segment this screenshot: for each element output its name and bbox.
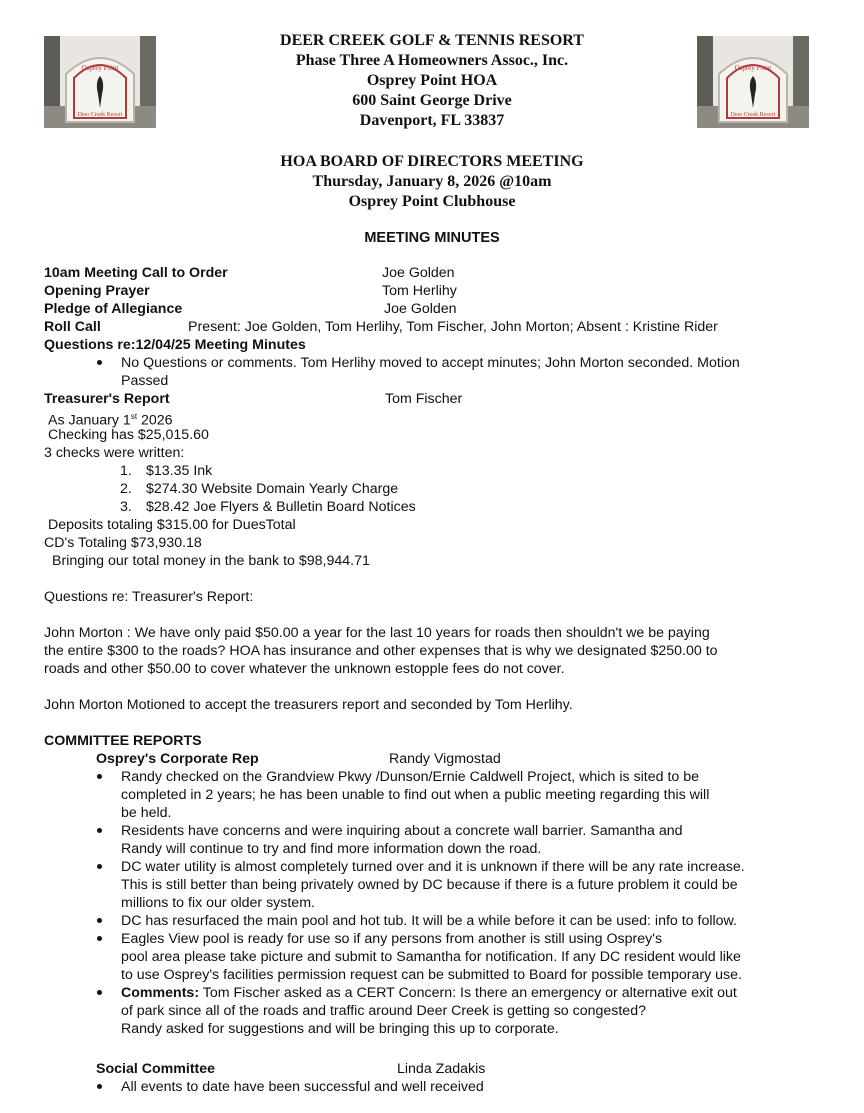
pledge-name: Joe Golden bbox=[384, 301, 457, 317]
social-committee-name: Linda Zadakis bbox=[397, 1061, 486, 1077]
bullet-dot-icon bbox=[97, 936, 102, 941]
bullet-dot-icon bbox=[97, 360, 102, 365]
logo-bottom-text: Deer Creek Resort bbox=[730, 112, 776, 118]
cert-comment-bullet: Comments: Tom Fischer asked as a CERT Concern: Is there an emergency or alternative exit out bbox=[121, 985, 737, 1001]
check-item-number: 2. bbox=[120, 481, 132, 497]
bullet-dot-icon bbox=[97, 828, 102, 833]
treasurer-questions-heading: Questions re: Treasurer's Report: bbox=[44, 589, 254, 605]
check-item-number: 3. bbox=[120, 499, 132, 515]
bullet-dot-icon bbox=[97, 918, 102, 923]
water-utility-bullet-cont: This is still better than being privately owned by DC because if there is a future problem it could be bbox=[121, 877, 738, 893]
checking-balance: Checking has $25,015.60 bbox=[48, 427, 209, 443]
opening-prayer-name: Tom Herlihy bbox=[382, 283, 457, 299]
questions-minutes-bullet: No Questions or comments. Tom Herlihy moved to accept minutes; John Morton seconded. Motion bbox=[121, 355, 740, 371]
deposits-line: Deposits totaling $315.00 for DuesTotal bbox=[48, 517, 296, 533]
association-name: Phase Three A Homeowners Assoc., Inc. bbox=[295, 52, 569, 69]
bullet-dot-icon bbox=[97, 1084, 102, 1089]
resort-name: DEER CREEK GOLF & TENNIS RESORT bbox=[280, 32, 584, 49]
treasurer-as-of: As January 1st 2026 bbox=[48, 412, 173, 429]
logo-top-text: Osprey Point bbox=[81, 64, 119, 72]
wall-barrier-bullet: Residents have concerns and were inquiring about a concrete wall barrier. Samantha and bbox=[121, 823, 683, 839]
call-to-order-name: Joe Golden bbox=[382, 265, 455, 281]
treasurer-name: Tom Fischer bbox=[385, 391, 463, 407]
hoa-street: 600 Saint George Drive bbox=[352, 92, 512, 109]
checks-intro: 3 checks were written: bbox=[44, 445, 185, 461]
meeting-place: Osprey Point Clubhouse bbox=[348, 193, 516, 210]
questions-minutes-label: Questions re:12/04/25 Meeting Minutes bbox=[44, 337, 306, 353]
water-utility-bullet: DC water utility is almost completely turned over and it is unknown if there will be any rate increase. bbox=[121, 859, 745, 875]
pledge-label: Pledge of Allegiance bbox=[44, 301, 183, 317]
grandview-project-bullet-cont: be held. bbox=[121, 805, 172, 821]
logo-bottom-text: Deer Creek Resort bbox=[77, 112, 123, 118]
cds-line: CD's Totaling $73,930.18 bbox=[44, 535, 202, 551]
check-item-number: 1. bbox=[120, 463, 132, 479]
check-item: $28.42 Joe Flyers & Bulletin Board Notices bbox=[146, 499, 416, 515]
hoa-city: Davenport, FL 33837 bbox=[359, 112, 505, 129]
roll-call-text: Present: Joe Golden, Tom Herlihy, Tom Fischer, John Morton; Absent : Kristine Rider bbox=[188, 319, 718, 335]
check-item: $13.35 Ink bbox=[146, 463, 213, 479]
minutes-title: MEETING MINUTES bbox=[364, 230, 500, 246]
cert-comment-bullet-cont: Randy asked for suggestions and will be bringing this up to corporate. bbox=[121, 1021, 559, 1037]
eagles-view-pool-bullet-cont: to use Osprey's facilities permission request can be submitted to Board for possible temporary use. bbox=[121, 967, 742, 983]
john-morton-comment: John Morton : We have only paid $50.00 a year for the last 10 years for roads then shouldn't we be paying bbox=[44, 625, 710, 641]
meeting-date: Thursday, January 8, 2026 @10am bbox=[312, 173, 552, 190]
treasurer-motion: John Morton Motioned to accept the treasurers report and seconded by Tom Herlihy. bbox=[44, 697, 573, 713]
john-morton-comment-cont: roads and other $50.00 to cover whatever the unknown estopple fees do not cover. bbox=[44, 661, 565, 677]
logo-top-text: Osprey Point bbox=[734, 64, 772, 72]
call-to-order-label: 10am Meeting Call to Order bbox=[44, 265, 228, 281]
eagles-view-pool-bullet-cont: pool area please take picture and submit to Samantha for notification. If any DC resident would like bbox=[121, 949, 741, 965]
john-morton-comment-cont: the entire $300 to the roads? HOA has insurance and other expenses that is why we designated $250.00 to bbox=[44, 643, 718, 659]
bullet-dot-icon bbox=[97, 864, 102, 869]
opening-prayer-label: Opening Prayer bbox=[44, 283, 150, 299]
roll-call-label: Roll Call bbox=[44, 319, 101, 335]
treasurer-label: Treasurer's Report bbox=[44, 391, 170, 407]
water-utility-bullet-cont: millions to fix our older system. bbox=[121, 895, 315, 911]
grandview-project-bullet: Randy checked on the Grandview Pkwy /Dunson/Ernie Caldwell Project, which is sited to be bbox=[121, 769, 700, 785]
hoa-name: Osprey Point HOA bbox=[366, 72, 498, 89]
committee-reports-heading: COMMITTEE REPORTS bbox=[44, 733, 202, 749]
wall-barrier-bullet-cont: Randy will continue to try and find more information down the road. bbox=[121, 841, 542, 857]
grandview-project-bullet-cont: completed in 2 years; he has been unable to find out when a public meeting regarding this will bbox=[121, 787, 710, 803]
pool-resurface-bullet: DC has resurfaced the main pool and hot tub. It will be a while before it can be used: info to follow. bbox=[121, 913, 737, 929]
check-item: $274.30 Website Domain Yearly Charge bbox=[146, 481, 399, 497]
cert-comment-bullet-cont: of park since all of the roads and traffic around Deer Creek is getting so congested? bbox=[121, 1003, 646, 1019]
social-events-bullet: All events to date have been successful and well received bbox=[121, 1079, 484, 1095]
corporate-rep-name: Randy Vigmostad bbox=[389, 751, 501, 767]
bullet-dot-icon bbox=[97, 774, 102, 779]
eagles-view-pool-bullet: Eagles View pool is ready for use so if any persons from another is still using Osprey's bbox=[121, 931, 663, 947]
bullet-dot-icon bbox=[97, 990, 102, 995]
questions-minutes-bullet-cont: Passed bbox=[121, 373, 169, 389]
corporate-rep-label: Osprey's Corporate Rep bbox=[96, 751, 259, 767]
social-committee-label: Social Committee bbox=[96, 1061, 216, 1077]
bank-total-line: Bringing our total money in the bank to $98,944.71 bbox=[52, 553, 370, 569]
meeting-title: HOA BOARD OF DIRECTORS MEETING bbox=[280, 153, 584, 170]
